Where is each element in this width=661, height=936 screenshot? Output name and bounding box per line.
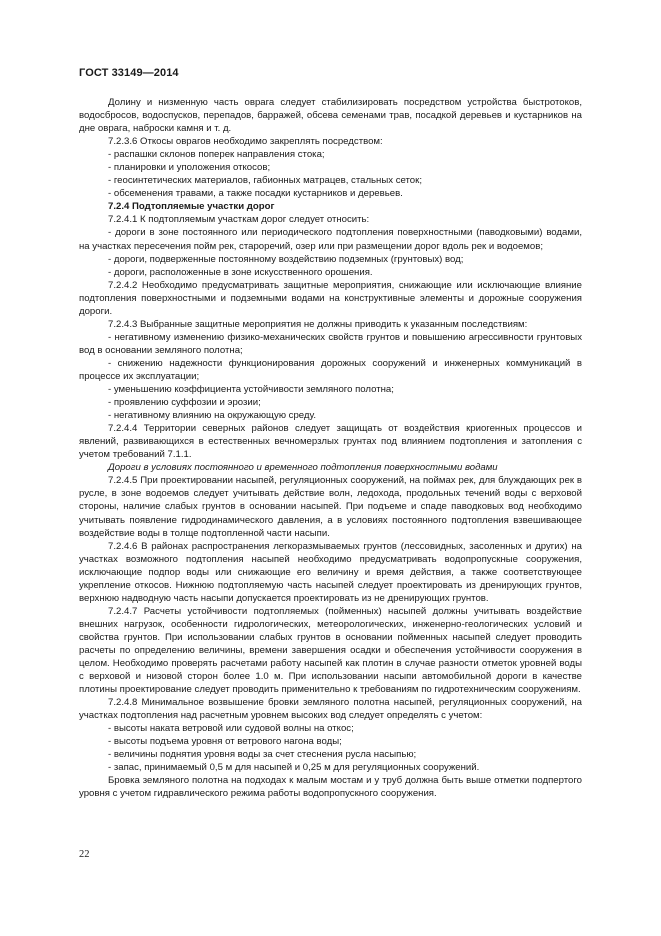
list-item: - величины поднятия уровня воды за счет стеснения русла насыпью; [108,749,417,761]
list-item: - высоты подъема уровня от ветрового нагона воды; [108,736,342,748]
list-item: - снижению надежности функционирования дорожных сооружений и инженерных коммуникаций в процессе их эксплуатации; [79,357,582,382]
list-item: - планировки и уположения откосов; [108,162,271,174]
list-item: - дороги в зоне постоянного или периодического подтопления поверхностными (паводковыми) водами, на участках пересечения пойм рек, староречий, озер или при размещении дорог вдоль рек и водоемов; [79,227,582,252]
italic-subheading: Дороги в условиях постоянного и временного подтопления поверхностными водами [108,462,498,474]
clause-7-2-4-4: 7.2.4.4 Территории северных районов следует защищать от воздействия криогенных процессов и явлений, развивающихся в естественных вечномерзлых грунтах под влиянием подтопления и затопления с учетом требований 7.1.1. [79,423,582,461]
clause-7-2-4-5: 7.2.4.5 При проектировании насыпей, регуляционных сооружений, на поймах рек, для блуждающих рек в русле, в зоне водоемов следует учитывать действие волн, ледохода, продольных течений воды с верховой стороны, наличие слабых грунтов в основании насыпей. При подъеме и спаде паводковых вод необходимо учитывать появление гидродинамического давления, а в условиях постоянного подтопления взвешивающее воздействие воды в толще подтопленной части насыпи. [79,475,582,539]
clause-7-2-4-1: 7.2.4.1 К подтопляемым участкам дорог следует относить: [108,214,370,226]
list-item: - запас, принимаемый 0,5 м для насыпей и 0,25 м для регуляционных сооружений. [108,762,480,774]
clause-7-2-4-8: 7.2.4.8 Минимальное возвышение бровки земляного полотна насыпей, регуляционных сооружений, на участках подтопления над расчетным уровнем высоких вод следует определять с учетом: [79,697,582,722]
list-item: - дороги, подверженные постоянному воздействию подземных (грунтовых) вод; [108,253,464,265]
paragraph: Бровка земляного полотна на подходах к малым мостам и у труб должна быть выше отметки подпертого уровня с учетом гидравлического режима работы водопропускного сооружения. [79,775,582,800]
clause-7-2-4-3: 7.2.4.3 Выбранные защитные мероприятия не должны приводить к указанным последствиям: [108,318,528,330]
list-item: - проявлению суффозии и эрозии; [108,397,261,409]
list-item: - дороги, расположенные в зоне искусственного орошения. [108,266,373,278]
list-item: - высоты наката ветровой или судовой волны на откос; [108,723,354,735]
list-item: - обсеменения травами, а также посадки кустарников и деревьев. [108,188,403,200]
clause-7-2-3-6: 7.2.3.6 Откосы оврагов необходимо закреплять посредством: [108,136,383,148]
page-number: 22 [79,849,90,860]
list-item: - негативному влиянию на окружающую среду. [108,410,317,422]
document-header: ГОСТ 33149—2014 [79,67,179,79]
list-item: - негативному изменению физико-механических свойств грунтов и повышению агрессивности грунтовых вод в основании земляного полотна; [79,331,582,356]
list-item: - геосинтетических материалов, габионных матрацев, стальных сеток; [108,175,422,187]
clause-7-2-4-6: 7.2.4.6 В районах распространения легкоразмываемых грунтов (лессовидных, засоленных и других) на участках возможного подтопления насыпей необходимо предусматривать водопропускные сооружения, исключающие подпор воды или снижающие его величину и время действия, а также соответствующее укрепление откосов. Нижнюю подтопляемую часть насыпей следует проектировать из дренирующих грунтов, верхнюю надводную часть насыпи допускается проектировать из не дренирующих грунтов. [79,540,582,604]
clause-7-2-4-7: 7.2.4.7 Расчеты устойчивости подтопляемых (пойменных) насыпей должны учитывать воздействие внешних нагрузок, особенности гидрологических, метеорологических, инженерно-геологических условий и свойства грунтов. При использовании слабых грунтов в основании пойменных насыпей следует проводить расчеты по определению величины, времени завершения осадки и обеспечения устойчивости сооружения в целом. Необходимо проверять расчетами работу насыпей как плотин в случае разности отметок уровней воды с верховой и низовой сторон более 1.0 м. При использовании насыпи автомобильной дороги в качестве плотины проектирование следует проводить применительно к требованиям по гидротехническим сооружениям. [79,605,582,696]
section-heading-7-2-4: 7.2.4 Подтопляемые участки дорог [108,201,275,213]
clause-7-2-4-2: 7.2.4.2 Необходимо предусматривать защитные мероприятия, снижающие или исключающие влияние подтопления поверхностными и подземными водами на конструктивные элементы и дорожные сооружения дороги. [79,279,582,317]
paragraph: Долину и низменную часть оврага следует стабилизировать посредством устройства быстротоков, водосбросов, водоспусков, перепадов, барражей, обсева семенами трав, посадкой деревьев и кустарников на дне оврага, наброски камня и т. д. [79,97,582,135]
document-body [79,96,582,801]
list-item: - распашки склонов поперек направления стока; [108,149,325,161]
list-item: - уменьшению коэффициента устойчивости земляного полотна; [108,384,394,396]
